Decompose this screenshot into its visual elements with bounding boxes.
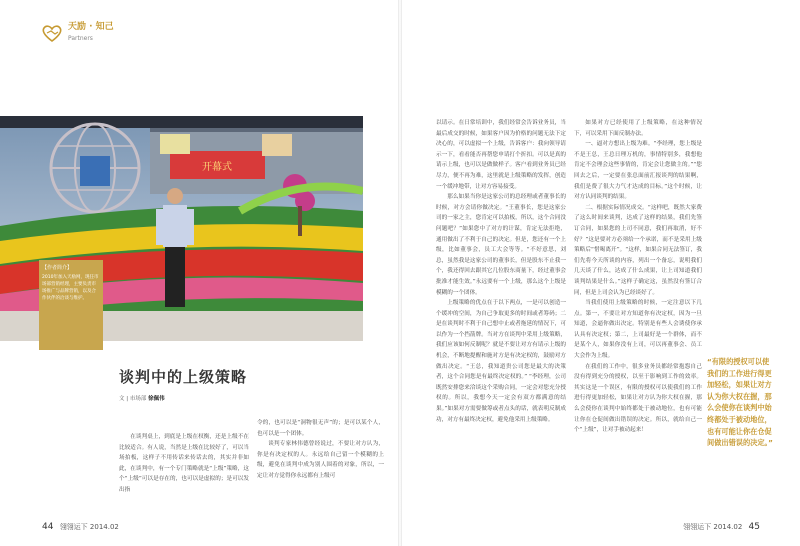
paragraph: 那么如果当你是这家公司的总经理或者董事长的时候，对方会请你做决定。“王董事长，您是这家公司的一家之主，您肯定可以拍板，所以，这个合同没问题吧？”如果您中了对方的计谋，肯定无法拒绝，通用做出了不利于自己的决定。但是，您还有一个上级，比如董事会，员工大会等等。“不好意思，刘总，虽然我是这家公司的董事长，但是股东不止我一个，我还得回去跟其它几位股东商量下，经过董事会批准才能生效。”永远要有一个上级，那么这个上级是模糊的一个团体。 [436, 194, 566, 296]
section-title: 天励 · 知己 [68, 22, 114, 32]
article-column-1 [119, 432, 249, 522]
paragraph: 二、根据实际情况成交。“这样吧，既然大家费了这么时间来谈判，达成了这样的结果，我们先签订合同，如果您的上司不同意，我们再取消，好不好？”这是要对方必须给一个承诺，而不是采用上级策略后“惜喝离开”。“这样，如果合同无法签订，我们先将今天所谈的内容，列出一个备忘，说明我们几天谈了什么，达成了什么成果，让上司知道我们谈判结果是什么。”这样子确定这，虽然没有签订合同，但是上司会认为已经谈好了。 [574, 204, 702, 296]
pull-quote: “有限的授权可以使我们的工作进行得更加轻松，如果让对方认为你大权在握，那么会使你在谈判中始终都处于被动地位，也有可能让你在仓促间做出错误的决定。” [707, 357, 773, 448]
page-number-left: 44 [42, 522, 54, 532]
footer-left [42, 522, 119, 532]
paragraph: 在谈判桌上，到底是上级在权衡，还是上级不在比较适合。有人说，当然是上级在比较好了，可以当场拍板，这样子不用传话来传话去的，其实并非如此，在谈判中，有一个专门策略就是“上级”策略，这个“上级”可以是存在的，也可以是虚拟的；是可以发出指 [119, 434, 249, 493]
paragraph: 令的，也可以是“洞物很无声”的；是可以某个人，也可以是一个团体。 [257, 420, 384, 437]
footer-right [683, 522, 760, 532]
paragraph: 上级策略的优点在于以下两点，一是可以创造一个缓冲的空间，为自己争取更多的时间或者筹码；二是在谈判时不利于自己想中止或者拖延的情况下，可以作为一个挡箭牌。当对方在谈判中采用上级策略，我们应该如何反制呢？就是不要让对方有请示上级的机会，不断地提醒和施对方是有决定权的，鼓励对方做出决定。“王总，我知道贵公司您是最大的决策者，这个合同您是有最终决定权的。” “李经理，公司既然安排您来洽谈这个采购合同，一定会对您充分授权的。所以，我想今天一定会有双方都满意的结果。”如果对方需要做筹或者点头的话，就表明反制成功，对方有最终决定权，避免他采用上级策略。 [436, 300, 566, 423]
section-subtitle: Partners [68, 35, 93, 42]
page-gutter [398, 0, 402, 546]
author-bio-text: 2010年加入天励网，现任市场部营销经理，主要负责市场推广与品牌营销，以及合作伙伴的洽谈与维护。 [42, 275, 99, 301]
byline-author: 徐佩伟 [148, 396, 165, 402]
byline-prefix: 文 | 市场部 [119, 396, 147, 402]
article-byline [119, 394, 165, 402]
author-bio-heading: 【作者简介】 [42, 265, 73, 271]
publication-left: 翎翎运下 2014.02 [59, 523, 119, 531]
banner-text: 开幕式 [202, 162, 232, 173]
article-column-4 [574, 118, 702, 522]
paragraph: 以请示。在日常培训中，我们经常会告诉业务员，当最后成交的时候，如果客户因为价格的问题无法下定决心的，可以虚拟一个上级，告诉客户：我向领导请示一下，看看能否再帮您申请打个折扣。可以是真的请示上级，也可以是做做样子。客户看到业务员已经尽力，便不再为难，这里就是上级策略的发挥，创造一个缓冲地带，让对方容易接受。 [436, 120, 566, 190]
section-logo [41, 22, 114, 44]
article-title: 谈判中的上级策略 [119, 368, 248, 386]
paragraph: 谈判专家林伟德曾经说过，不要让对方认为，你是有决定权的人。永远给自己留一个模糊的上级，避免在谈判中成为别人围着的对象，所以，一定让对方觉得你永远都有上级可 [257, 441, 384, 479]
page-number-right: 45 [748, 522, 760, 532]
article-column-3 [436, 118, 566, 522]
author-bio-box [39, 260, 103, 350]
paragraph: 在我们的工作中，很多业务员都经常抱怨自己没有得到充分的授权，以至于影响到工作的效率。其实这是一个误区，有限的授权可以使我们的工作进行得更加轻松，如果让对方认为你大权在握，那么会使你在谈判中始终都处于被动地位，也有可能让你在仓促间做出错误的决定。所以，就给自己一个“上级”，让对手被动起来！ [574, 363, 702, 434]
publication-right: 翎翎运下 2014.02 [683, 523, 743, 531]
article-column-2 [257, 418, 384, 522]
paragraph: 一、逼对方想出上级为难。“李经理，您上级是不是王总，王总日理万机的，事情特别多，我想他肯定不会理会这些事情的，肯定会让您做主的。”“您回去之后，一定要在张总面前汇报谈判的结果啊，我们是费了很大力气才达成的目标。”这个时候，让对方认同谈判的结果。 [574, 141, 702, 201]
paragraph: 当我们使用上级策略的时候，一定注意以下几点。第一，不要让对方知道你有决定权，因为一旦知道，会逼你做出决定。特别是有些人会诱使你承认具有决定权；第二，上司最好是一个群体，而不是某个人，如果你没有上司，可以再董事会、员工大会作为上级。 [574, 300, 702, 360]
paragraph: 如果对方已经使用了上级策略，在这种情况下，可以采用下面反制办法。 [574, 120, 702, 137]
handshake-heart-icon [41, 23, 63, 43]
